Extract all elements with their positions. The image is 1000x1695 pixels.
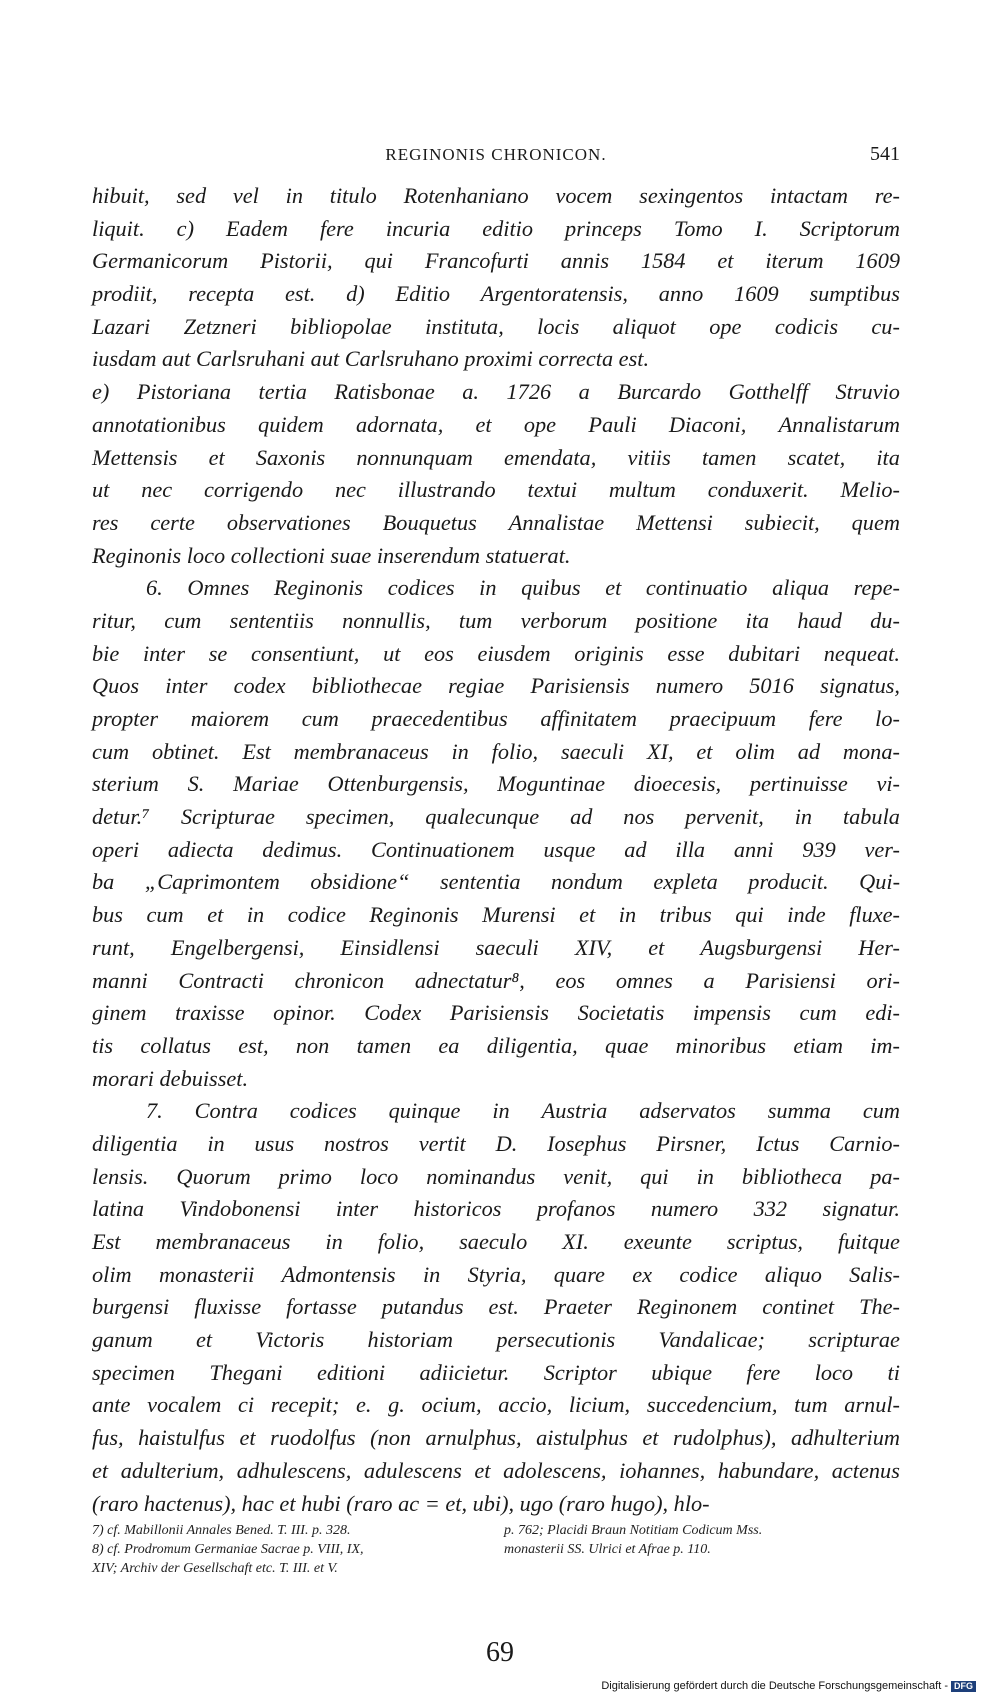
text-line: 7. Contra codices quinque in Austria adservatos summa cum: [146, 1098, 900, 1124]
credit-text: Digitalisierung gefördert durch die Deutsche Forschungsgemeinschaft -: [601, 1680, 948, 1692]
text-line: tis collatus est, non tamen ea diligentia, quae minoribus etiam im-: [92, 1032, 900, 1058]
digitization-credit: [601, 1680, 976, 1692]
text-line: Germanicorum Pistorii, qui Francofurti annis 1584 et iterum 1609: [92, 248, 900, 274]
footnote-right: [504, 1559, 900, 1578]
text-line: ut nec corrigendo nec illustrando textui multum conduxerit. Melio-: [92, 477, 900, 503]
text-line: 6. Omnes Reginonis codices in quibus et continuatio aliqua repe-: [146, 575, 900, 601]
text-line: iusdam aut Carlsruhani aut Carlsruhano proximi correcta est.: [92, 346, 650, 372]
text-line: et adulterium, adhulescens, adulescens et adolescens, iohannes, habundare, actenus: [92, 1457, 900, 1483]
text-line: bie inter se consentiunt, ut eos eiusdem originis esse dubitari nequeat.: [92, 640, 900, 666]
signature-mark: 69: [486, 1637, 514, 1668]
footnotes: [92, 1521, 900, 1578]
footnote-left: 7) cf. Mabillonii Annales Bened. T. III. p. 328.: [92, 1523, 351, 1538]
text-line: detur.⁷ Scripturae specimen, qualecunque ad nos pervenit, in tabula: [92, 804, 900, 830]
footnote-right: monasterii SS. Ulrici et Afrae p. 110.: [504, 1542, 711, 1557]
text-line: hibuit, sed vel in titulo Rotenhaniano vocem sexingentos intactam re-: [92, 183, 900, 208]
text-line: runt, Engelbergensi, Einsidlensi saeculi XIV, et Augsburgensi Her-: [92, 934, 900, 960]
text-line: propter maiorem cum praecedentibus affinitatem praecipuum fere lo-: [92, 706, 900, 731]
page-header: [92, 141, 900, 171]
footnote-right: p. 762; Placidi Braun Notitiam Codicum Mss.: [504, 1523, 763, 1538]
text-line: specimen Thegani editioni adiicietur. Scriptor ubique fere loco ti: [92, 1359, 900, 1385]
text-line: burgensi fluxisse fortasse putandus est. Praeter Reginonem continet The-: [92, 1294, 900, 1320]
text-line: Mettensis et Saxonis nonnunquam emendata, vitiis tamen scatet, ita: [92, 444, 900, 470]
text-line: manni Contracti chronicon adnectatur⁸, eos omnes a Parisiensi ori-: [92, 967, 900, 993]
text-line: Lazari Zetzneri bibliopolae instituta, locis aliquot ope codicis cu-: [92, 313, 900, 339]
text-line: cum obtinet. Est membranaceus in folio, saeculi XI, et olim ad mona-: [92, 738, 900, 764]
footnote-row: [92, 1540, 900, 1559]
text-line: e) Pistoriana tertia Ratisbonae a. 1726 a Burcardo Gotthelff Struvio: [92, 379, 900, 405]
text-line: operi adiecta dedimus. Continuationem usque ad illa anni 939 ver-: [92, 836, 900, 862]
text-line: ante vocalem ci recepit; e. g. ocium, accio, licium, succedencium, tum arnul-: [92, 1392, 900, 1418]
text-line: ganum et Victoris historiam persecutionis Vandalicae; scripturae: [92, 1327, 900, 1353]
running-head: REGINONIS CHRONICON.: [385, 145, 607, 164]
text-line: res certe observationes Bouquetus Annalistae Mettensi subiecit, quem: [92, 509, 900, 535]
text-line: Reginonis loco collectioni suae inserendum statuerat.: [92, 542, 571, 568]
text-line: olim monasterii Admontensis in Styria, quare ex codice aliquo Salis-: [92, 1261, 900, 1287]
text-line: latina Vindobonensi inter historicos profanos numero 332 signatur.: [92, 1196, 900, 1222]
text-line: liquit. c) Eadem fere incuria editio princeps Tomo I. Scriptorum: [92, 215, 900, 241]
text-line: prodiit, recepta est. d) Editio Argentoratensis, anno 1609 sumptibus: [92, 281, 900, 307]
text-line: Quos inter codex bibliothecae regiae Parisiensis numero 5016 signatus,: [92, 673, 900, 699]
text-line: annotationibus quidem adornata, et ope Pauli Diaconi, Annalistarum: [92, 411, 900, 437]
footnote-left: XIV; Archiv der Gesellschaft etc. T. III. et V.: [92, 1561, 338, 1576]
text-line: fus, haistulfus et ruodolfus (non arnulphus, aistulphus et rudolphus), adhulterium: [92, 1425, 900, 1451]
footnote-row: [92, 1559, 900, 1578]
text-line: ba „Caprimontem obsidione“ sententia nondum expleta producit. Qui-: [92, 869, 900, 895]
text-line: diligentia in usus nostros vertit D. Iosephus Pirsner, Ictus Carnio-: [92, 1130, 900, 1156]
text-line: sterium S. Mariae Ottenburgensis, Moguntinae dioecesis, pertinuisse vi-: [92, 771, 900, 797]
footnote-left: 8) cf. Prodromum Germaniae Sacrae p. VIII, IX,: [92, 1542, 364, 1557]
text-line: (raro hactenus), hac et hubi (raro ac = et, ubi), ugo (raro hugo), hlo-: [92, 1490, 710, 1516]
dfg-logo: DFG: [951, 1681, 976, 1692]
text-line: Est membranaceus in folio, saeculo XI. exeunte scriptus, fuitque: [92, 1229, 900, 1254]
text-line: bus cum et in codice Reginonis Murensi et in tribus qui inde fluxe-: [92, 902, 900, 928]
page-number: 541: [870, 143, 900, 165]
footnote-row: [92, 1521, 900, 1540]
text-line: ritur, cum sententiis nonnullis, tum verborum positione ita haud du-: [92, 607, 900, 633]
text-line: ginem traxisse opinor. Codex Parisiensis Societatis impensis cum edi-: [92, 1000, 900, 1026]
text-line: lensis. Quorum primo loco nominandus venit, qui in bibliotheca pa-: [92, 1163, 900, 1189]
text-line: morari debuisset.: [92, 1065, 249, 1091]
body-text: [92, 180, 900, 1520]
